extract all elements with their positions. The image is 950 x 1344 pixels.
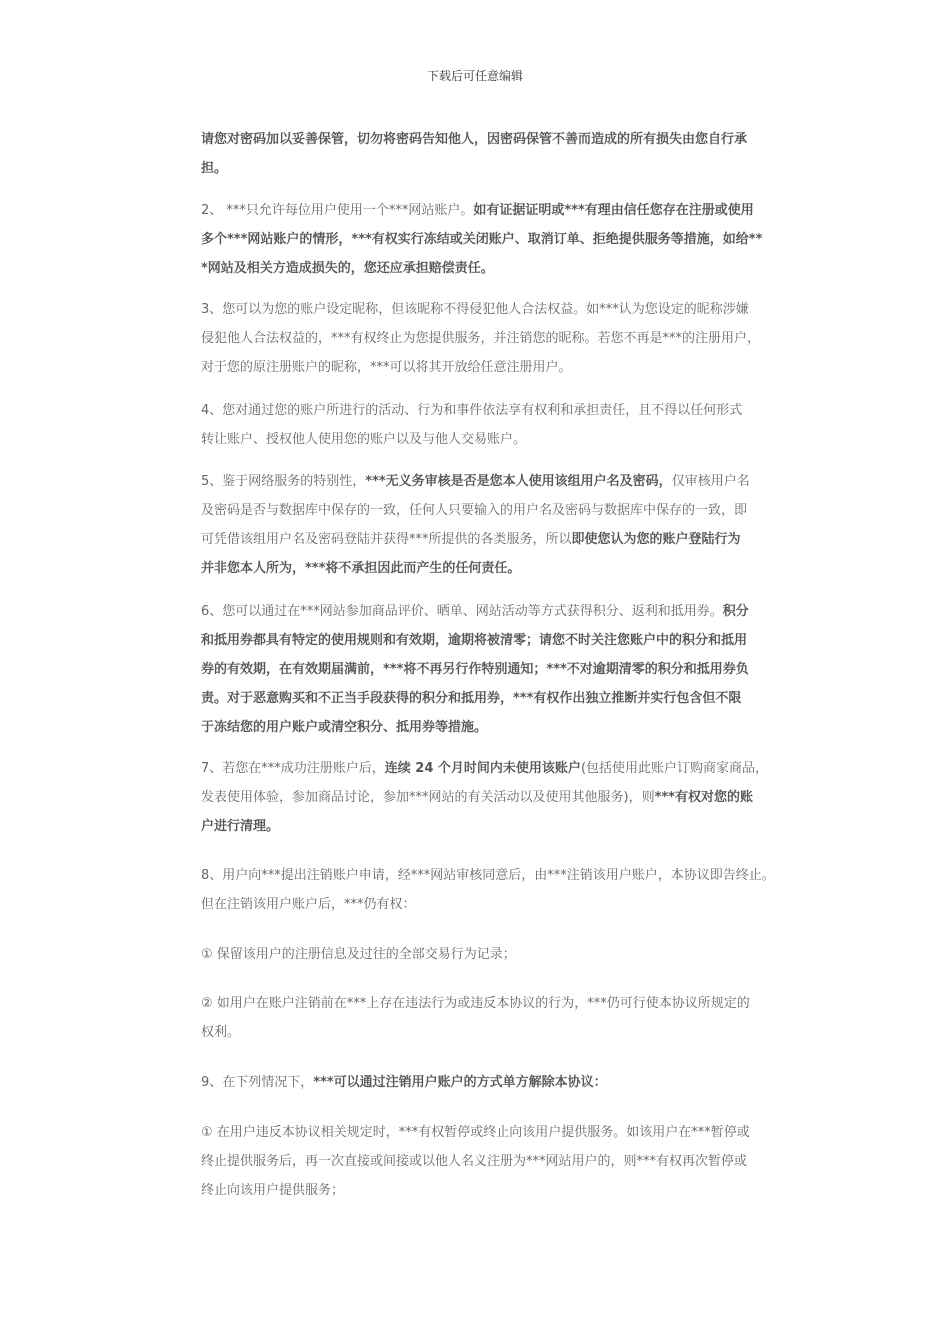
- text-line: [201, 940, 813, 969]
- paragraph: [201, 940, 813, 969]
- text-segment: (包括使用此账户订购商家商品，: [580, 761, 769, 776]
- paragraph: [201, 989, 813, 1047]
- paragraph: [201, 396, 813, 454]
- text-line: [201, 597, 813, 626]
- text-segment: ① 保留该用户的注册信息及过往的全部交易行为记录；: [201, 947, 516, 962]
- text-line: [201, 295, 813, 324]
- text-line: [201, 1068, 813, 1097]
- bold-text: ***可以通过注销用户账户的方式单方解除本协议：: [313, 1075, 607, 1090]
- text-line: [201, 254, 813, 283]
- bold-text: ***无义务审核是否是您本人使用该组用户名及密码，: [365, 474, 672, 489]
- text-segment: 8、用户向***提出注销账户申请，经***网站审核同意后，由***注销该用户账户，本协议即告终止。: [201, 868, 775, 883]
- text-segment: 对于您的原注册账户的昵称，***可以将其开放给任意注册用户。: [201, 360, 572, 375]
- bold-text: 请您对密码加以妥善保管，切勿将密码告知他人，因密码保管不善而造成的所有损失由您自行承: [201, 132, 748, 147]
- paragraph: [201, 861, 813, 919]
- text-line: [201, 525, 813, 554]
- text-line: [201, 425, 813, 454]
- paragraph: [201, 196, 813, 283]
- text-segment: 7、若您在***成功注册账户后，: [201, 761, 385, 776]
- paragraph: [201, 467, 813, 583]
- bold-text: 连续 24 个月时间内未使用该账户: [384, 761, 581, 776]
- text-line: [201, 496, 813, 525]
- bold-text: 户进行清理。: [201, 819, 280, 834]
- bold-text: ***有权对您的账: [654, 790, 753, 805]
- text-segment: 4、您对通过您的账户所进行的活动、行为和事件依法享有权利和承担责任，且不得以任何形式: [201, 403, 743, 418]
- text-line: [201, 1118, 813, 1147]
- text-segment: 9、在下列情况下，: [201, 1075, 314, 1090]
- text-line: [201, 890, 813, 919]
- bold-text: 并非您本人所为，***将不承担因此而产生的任何责任。: [201, 561, 521, 576]
- text-line: [201, 1176, 813, 1205]
- text-segment: 终止向该用户提供服务；: [201, 1183, 345, 1198]
- text-line: [201, 861, 813, 890]
- text-line: [201, 812, 813, 841]
- bold-text: 责。对于恶意购买和不正当手段获得的积分和抵用券，***有权作出独立推断并实行包含但不限: [201, 691, 742, 706]
- bold-text: 即使您认为您的账户登陆行为: [571, 532, 741, 547]
- text-line: [201, 196, 813, 225]
- text-segment: 5、鉴于网络服务的特别性，: [201, 474, 366, 489]
- paragraph: [201, 295, 813, 382]
- text-line: [201, 467, 813, 496]
- text-line: [201, 1018, 813, 1047]
- text-segment: 发表使用体验，参加商品讨论，参加***网站的有关活动以及使用其他服务)，则: [201, 790, 655, 805]
- text-line: [201, 989, 813, 1018]
- text-line: [201, 626, 813, 655]
- text-segment: 3、您可以为您的账户设定昵称，但该昵称不得侵犯他人合法权益。如***认为您设定的昵称涉嫌: [201, 302, 749, 317]
- bold-text: 积分: [722, 604, 749, 619]
- bold-text: 于冻结您的用户账户或清空积分、抵用券等措施。: [201, 720, 488, 735]
- text-segment: 2、 ***只允许每位用户使用一个***网站账户。: [201, 203, 474, 218]
- text-line: [201, 713, 813, 742]
- text-segment: ① 在用户违反本协议相关规定时，***有权暂停或终止向该用户提供服务。如该用户在***暂停或: [201, 1125, 750, 1140]
- text-segment: 6、您可以通过在***网站参加商品评价、晒单、网站活动等方式获得积分、返利和抵用券。: [201, 604, 723, 619]
- text-segment: 权利。: [201, 1025, 241, 1040]
- paragraph: [201, 1068, 813, 1097]
- text-segment: 侵犯他人合法权益的，***有权终止为您提供服务，并注销您的昵称。若您不再是***的注册用户，: [201, 331, 761, 346]
- bold-text: 如有证据证明或***有理由信任您存在注册或使用: [473, 203, 754, 218]
- text-line: [201, 353, 813, 382]
- bold-text: 担。: [201, 161, 228, 176]
- bold-text: *网站及相关方造成损失的，您还应承担赔偿责任。: [201, 261, 494, 276]
- text-segment: ② 如用户在账户注销前在***上存在违法行为或违反本协议的行为，***仍可行使本协议所规定的: [201, 996, 750, 1011]
- text-line: [201, 1147, 813, 1176]
- text-segment: 终止提供服务后，再一次直接或间接或以他人名义注册为***网站用户的，则***有权再次暂停或: [201, 1154, 748, 1169]
- text-line: [201, 754, 813, 783]
- text-line: [201, 154, 813, 183]
- bold-text: 多个***网站账户的情形，***有权实行冻结或关闭账户、取消订单、拒绝提供服务等措施，如给**: [201, 232, 763, 247]
- text-line: [201, 783, 813, 812]
- text-segment: 仅审核用户名: [671, 474, 750, 489]
- text-segment: 转让账户、授权他人使用您的账户以及与他人交易账户。: [201, 432, 527, 447]
- paragraph: [201, 125, 813, 183]
- text-line: [201, 396, 813, 425]
- text-line: [201, 324, 813, 353]
- paragraph: [201, 754, 813, 841]
- text-segment: 可凭借该组用户名及密码登陆并获得***所提供的各类服务，所以: [201, 532, 572, 547]
- text-line: [201, 684, 813, 713]
- text-line: [201, 655, 813, 684]
- text-line: [201, 225, 813, 254]
- bold-text: 券的有效期，在有效期届满前，***将不再另行作特别通知；***不对逾期清零的积分和抵用券负: [201, 662, 749, 677]
- bold-text: 和抵用券都具有特定的使用规则和有效期，逾期将被清零；请您不时关注您账户中的积分和抵用: [201, 633, 748, 648]
- paragraph: [201, 1118, 813, 1205]
- page-header: 下载后可任意编辑: [426, 69, 523, 83]
- text-line: [201, 554, 813, 583]
- text-segment: 但在注销该用户账户后，***仍有权：: [201, 897, 416, 912]
- text-line: [201, 125, 813, 154]
- paragraph: [201, 597, 813, 742]
- text-segment: 及密码是否与数据库中保存的一致，任何人只要输入的用户名及密码与数据库中保存的一致，即: [201, 503, 748, 518]
